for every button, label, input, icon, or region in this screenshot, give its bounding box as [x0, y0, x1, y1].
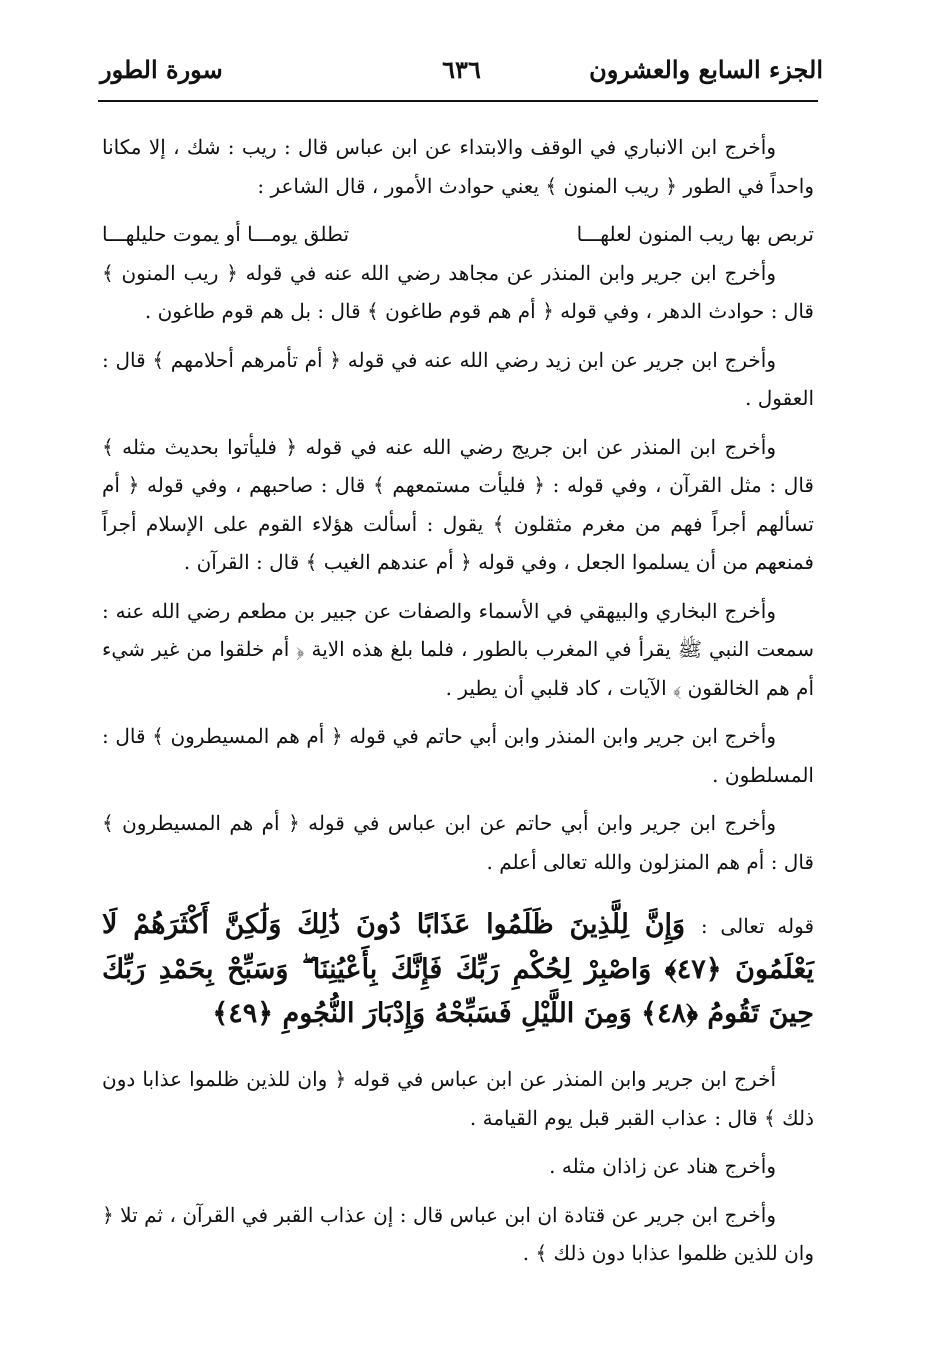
paragraph-2: وأخرج ابن جرير وابن المنذر عن مجاهد رضي الله عنه في قوله ﴿ ريب المنون ﴾ قال : حوادث الدهر ، وفي قوله ﴿ أم هم قوم طاغون ﴾ قال : بل هم قوم طاغون . — [102, 260, 814, 323]
header-divider — [98, 100, 818, 102]
paragraph-6: وأخرج ابن جرير وابن المنذر وابن أبي حاتم في قوله ﴿ أم هم المسيطرون ﴾ قال : المسلطون . — [102, 724, 814, 787]
verse-second-hemistich: تطلق يومـــا أو يموت حليلهـــا — [102, 222, 350, 246]
poetry-verse — [102, 215, 814, 254]
paragraph-3: وأخرج ابن جرير عن ابن زيد رضي الله عنه في قوله ﴿ أم تأمرهم أحلامهم ﴾ قال : العقول . — [102, 347, 814, 410]
paragraph-4: وأخرج ابن المنذر عن ابن جريج رضي الله عنه في قوله ﴿ فليأتوا بحديث مثله ﴾ قال : مثل القرآن ، وفي قوله : ﴿ فليأت مستمعهم ﴾ قال : صاحبهم ، وفي قوله ﴿ أم تسألهم أجراً فهم من مغرم مثقلون ﴾ يقول : أسألت هؤلاء القوم على الإسلام أجراً فمنعهم من أن يسلموا الجعل ، وفي قوله ﴿ أم عندهم الغيب ﴾ قال : القرآن . — [102, 434, 814, 574]
paragraph-5: وأخرج البخاري والبيهقي في الأسماء والصفات عن جبير بن مطعم رضي الله عنه : سمعت النبي ﷺ يقرأ في المغرب بالطور ، فلما بلغ هذه الاية ﴿ أم خلقوا من غير شيء أم هم الخالقون ﴾ الآيات ، كاد قلبي أن يطير . — [102, 598, 814, 700]
verse-first-hemistich: تربص بها ريب المنون لعلهـــا — [576, 222, 814, 246]
paragraph-8: أخرج ابن جرير وابن المنذر عن ابن عباس في قوله ﴿ وان للذين ظلموا عذابا دون ذلك ﴾ قال : عذاب القبر قبل يوم القيامة . — [102, 1067, 814, 1130]
quran-text: وَإِنَّ لِلَّذِينَ ظَلَمُوا عَذَابًا دُونَ ذَٰلِكَ وَلَٰكِنَّ أَكْثَرَهُمْ لَا يَعْلَمُونَ ﴿٤٧﴾ وَاصْبِرْ لِحُكْمِ رَبِّكَ فَإِنَّكَ بِأَعْيُنِنَا ۖ وَسَبِّحْ بِحَمْدِ رَبِّكَ حِينَ تَقُومُ ﴿٤٨﴾ وَمِنَ اللَّيْلِ فَسَبِّحْهُ وَإِدْبَارَ النُّجُومِ ﴿٤٩﴾ — [102, 909, 814, 1029]
page-header — [100, 55, 823, 95]
surah-title: سورة الطور — [100, 55, 223, 84]
quran-label: قوله تعالى : — [700, 914, 815, 938]
page-body — [102, 128, 814, 1283]
quran-verse-block — [102, 903, 814, 1036]
paragraph-10: وأخرج ابن جرير عن قتادة ان ابن عباس قال : إن عذاب القبر في القرآن ، ثم تلا ﴿ وان للذين ظلموا عذابا دون ذلك ﴾ . — [102, 1202, 814, 1265]
paragraph-1: وأخرج ابن الانباري في الوقف والابتداء عن ابن عباس قال : ريب : شك ، إلا مكانا واحداً في الطور ﴿ ريب المنون ﴾ يعني حوادث الأمور ، قال الشاعر : — [102, 135, 814, 198]
paragraph-9: وأخرج هناد عن زاذان مثله . — [549, 1154, 776, 1178]
page-number: ٦٣٦ — [442, 55, 481, 84]
paragraph-7: وأخرج ابن جرير وابن أبي حاتم عن ابن عباس في قوله ﴿ أم هم المسيطرون ﴾ قال : أم هم المنزلون والله تعالى أعلم . — [102, 811, 814, 874]
juz-title: الجزء السابع والعشرون — [589, 55, 823, 84]
